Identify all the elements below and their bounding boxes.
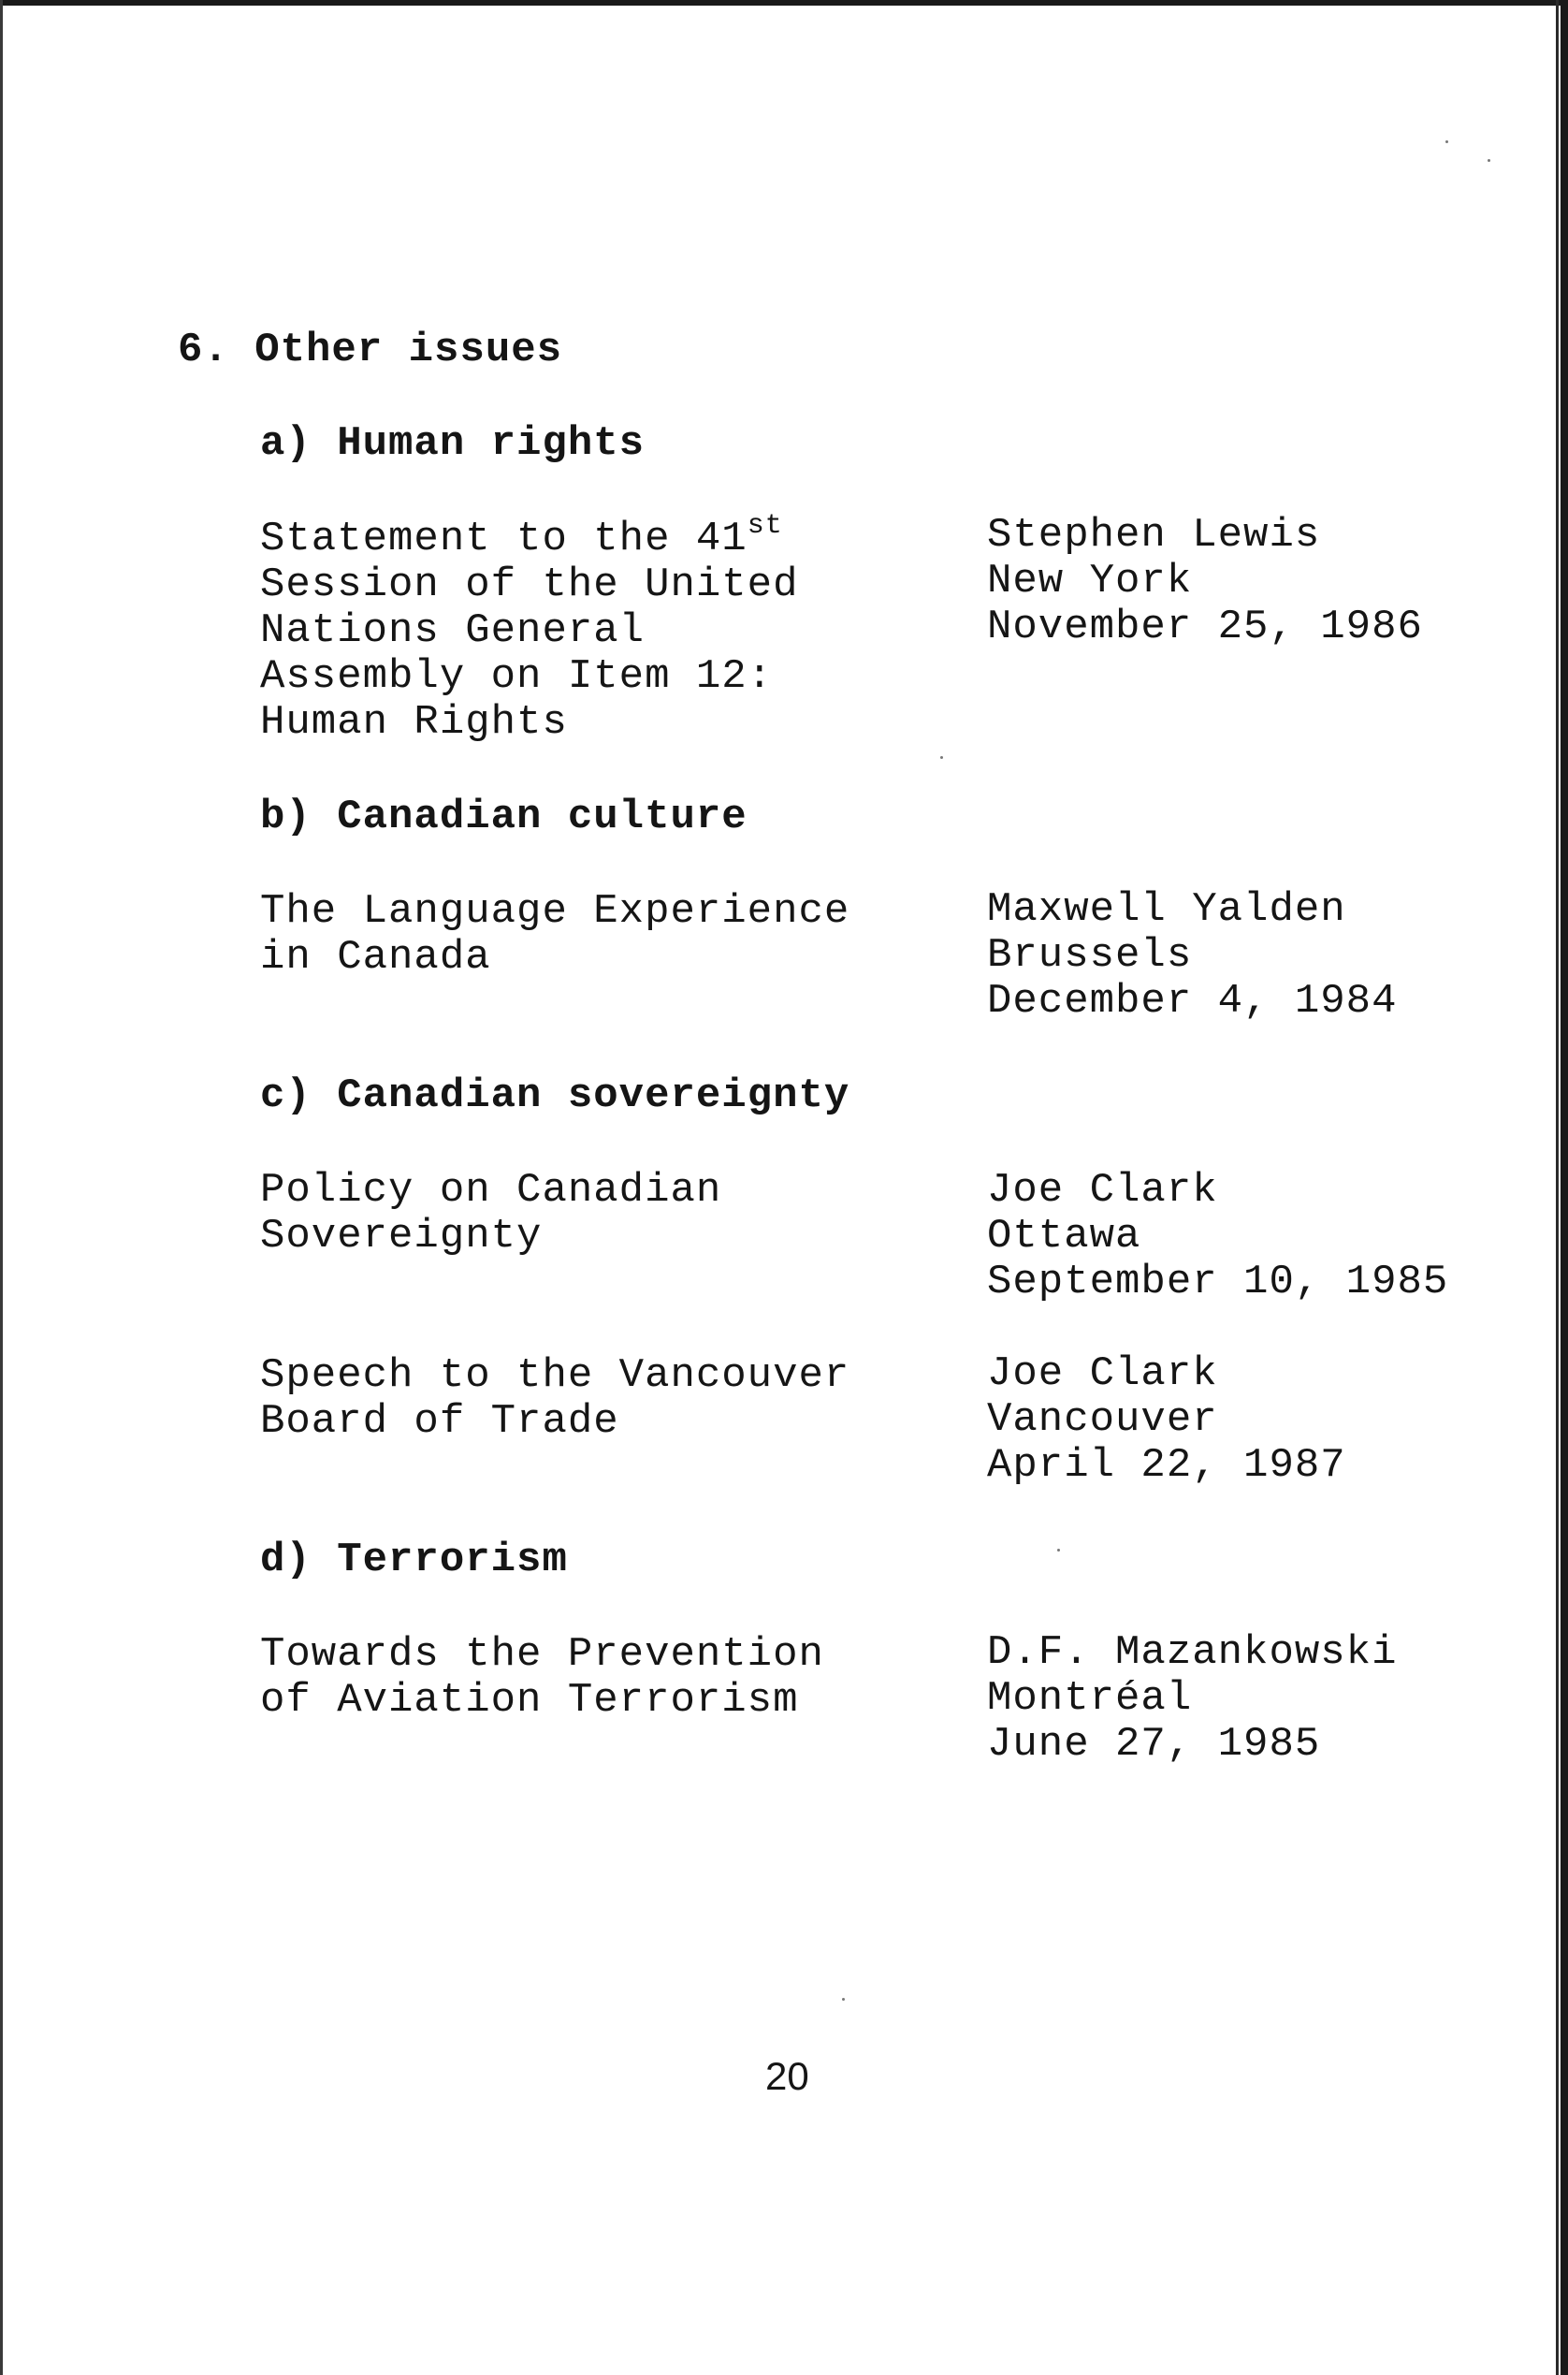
entry-place: Ottawa	[987, 1213, 1141, 1260]
section-number: 6.	[178, 327, 229, 373]
entry-title-line: Speech to the Vancouver	[260, 1352, 850, 1399]
subsection-heading-canadian-sovereignty	[260, 1073, 849, 1119]
entry-date: April 22, 1987	[987, 1442, 1346, 1489]
subsection-title: Human rights	[337, 420, 646, 467]
entry-title-line: Nations General	[260, 607, 646, 654]
entry-date: June 27, 1985	[987, 1721, 1321, 1768]
entry-place: Montréal	[987, 1675, 1193, 1722]
entry-title-line: The Language Experience	[260, 888, 850, 935]
page-border-right-inner	[1556, 0, 1559, 2375]
subsection-label: d)	[260, 1537, 312, 1583]
entry-place: New York	[987, 558, 1193, 605]
entry-speaker: Stephen Lewis	[987, 512, 1321, 559]
entry-title-line: Sovereignty	[260, 1213, 543, 1260]
subsection-heading-human-rights	[260, 421, 645, 467]
scan-speck	[1445, 140, 1448, 143]
entry-title-line: Assembly on Item 12:	[260, 653, 774, 700]
subsection-label: c)	[260, 1072, 312, 1119]
entry-speaker: D.F. Mazankowski	[987, 1629, 1398, 1676]
entry-date: December 4, 1984	[987, 978, 1398, 1025]
page-border-top	[0, 0, 1568, 6]
subsection-title: Terrorism	[337, 1537, 568, 1583]
subsection-heading-canadian-culture	[260, 794, 748, 840]
subsection-label: b)	[260, 794, 312, 840]
subsection-title: Canadian culture	[337, 794, 748, 840]
page-border-left	[0, 0, 3, 2375]
entry-place: Vancouver	[987, 1396, 1218, 1443]
subsection-heading-terrorism	[260, 1537, 568, 1583]
entry-title-line: Session of the United	[260, 561, 799, 608]
entry-speaker: Joe Clark	[987, 1350, 1218, 1397]
entry-title-line	[260, 510, 783, 562]
entry-speaker: Maxwell Yalden	[987, 886, 1346, 933]
page-number: 20	[765, 2054, 809, 2098]
scan-speck	[842, 1998, 845, 2001]
scan-speck	[1057, 1549, 1060, 1552]
entry-title-text: Statement to the 41	[260, 516, 748, 562]
section-title: Other issues	[254, 327, 563, 373]
scan-speck	[940, 756, 943, 759]
entry-place: Brussels	[987, 932, 1193, 979]
entry-title-line: Human Rights	[260, 699, 568, 746]
entry-speaker: Joe Clark	[987, 1167, 1218, 1214]
entry-title-line: in Canada	[260, 934, 491, 981]
subsection-label: a)	[260, 420, 312, 467]
entry-title-line: Towards the Prevention	[260, 1631, 824, 1678]
section-heading	[178, 328, 562, 373]
page-border-right	[1561, 0, 1568, 2375]
entry-title-line: Policy on Canadian	[260, 1167, 722, 1214]
entry-date: November 25, 1986	[987, 604, 1423, 650]
entry-title-line: Board of Trade	[260, 1398, 619, 1445]
scan-speck	[1488, 159, 1490, 162]
subsection-title: Canadian sovereignty	[337, 1072, 850, 1119]
entry-date: September 10, 1985	[987, 1259, 1449, 1305]
superscript: st	[747, 510, 783, 542]
entry-title-line: of Aviation Terrorism	[260, 1677, 799, 1724]
